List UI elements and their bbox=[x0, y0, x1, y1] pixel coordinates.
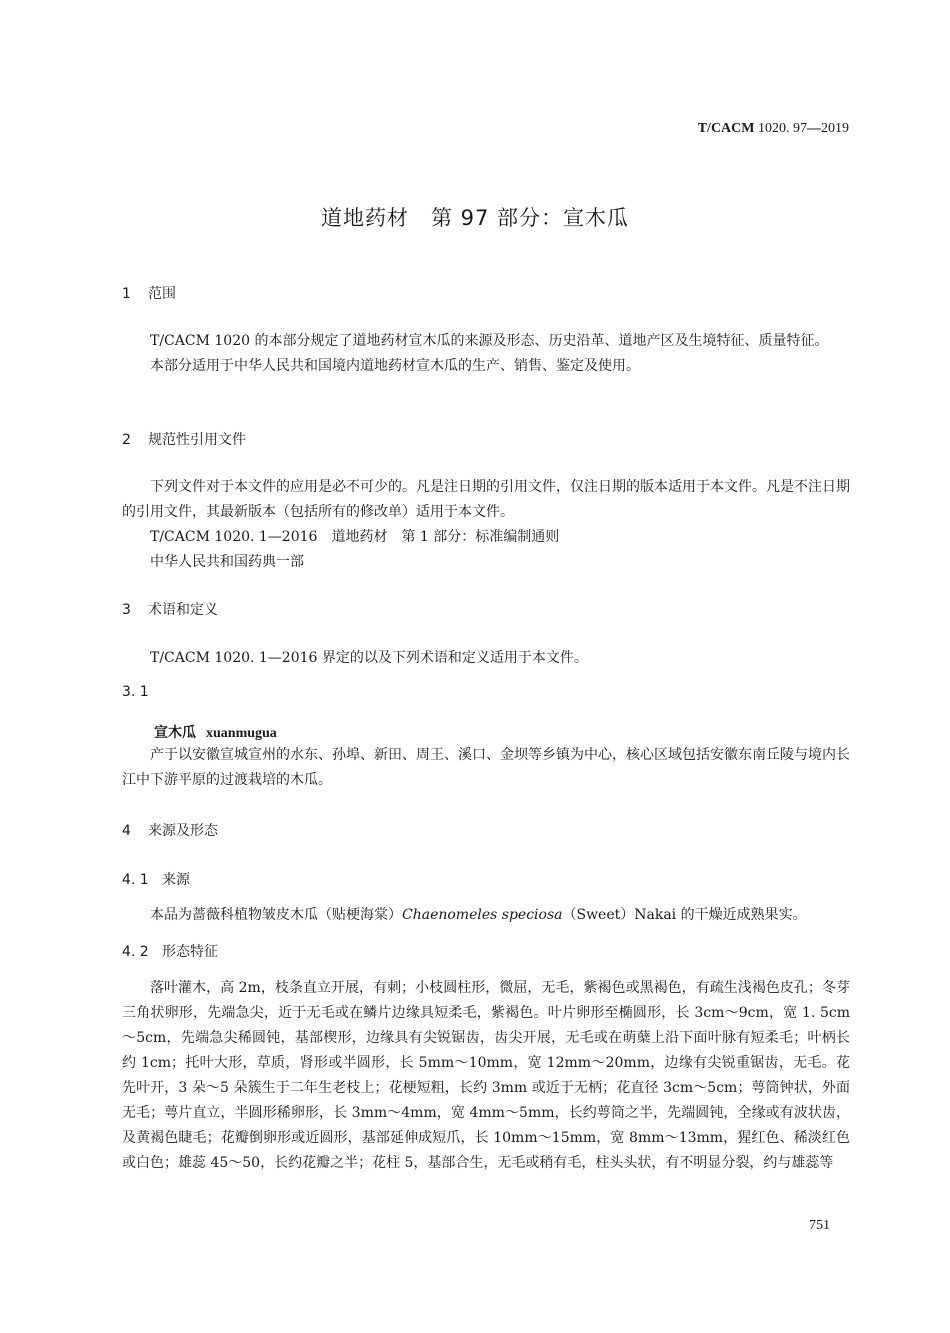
term-definition bbox=[122, 743, 850, 793]
section-2-heading bbox=[122, 429, 246, 449]
paragraph: 下列文件对于本文件的应用是必不可少的。凡是注日期的引用文件，仅注日期的版本适用于本文件。凡是不注日期的引用文件，其最新版本（包括所有的修改单）适用于本文件。 bbox=[122, 479, 850, 520]
code-year: 2019 bbox=[821, 121, 849, 136]
code-number: 1020. 97 bbox=[754, 121, 807, 136]
section-4-heading bbox=[122, 820, 218, 840]
subsection-title: 来源 bbox=[162, 872, 190, 888]
subsection-4-1-heading bbox=[122, 869, 190, 889]
text-run: （Sweet）Nakai 的干燥近成熟果实。 bbox=[562, 907, 807, 923]
section-1-heading bbox=[122, 283, 176, 303]
section-number: 3 bbox=[122, 602, 131, 618]
section-title: 范围 bbox=[148, 286, 176, 302]
paragraph: T/CACM 1020. 1—2016 界定的以及下列术语和定义适用于本文件。 bbox=[150, 650, 588, 666]
section-2-body bbox=[122, 475, 850, 575]
text-run: 本品为蔷薇科植物皱皮木瓜（贴梗海棠） bbox=[150, 907, 402, 923]
term-english: xuanmugua bbox=[206, 726, 277, 741]
subsection-number: 4. 1 bbox=[122, 872, 149, 888]
paragraph: 产于以安徽宣城宣州的水东、孙埠、新田、周王、溪口、金坝等乡镇为中心，核心区域包括安徽东南丘陵与境内长江中下游平原的过渡栽培的木瓜。 bbox=[122, 747, 850, 788]
section-title: 术语和定义 bbox=[148, 602, 218, 618]
reference-item: 中华人民共和国药典一部 bbox=[150, 554, 304, 570]
paragraph: 本部分适用于中华人民共和国境内道地药材宣木瓜的生产、销售、鉴定及使用。 bbox=[150, 358, 640, 374]
section-number: 4 bbox=[122, 823, 131, 839]
paragraph bbox=[122, 903, 850, 928]
section-3-heading bbox=[122, 599, 218, 619]
section-title: 来源及形态 bbox=[148, 823, 218, 839]
code-dash: — bbox=[807, 121, 821, 136]
page-number: 751 bbox=[809, 1218, 830, 1233]
document-code bbox=[698, 121, 849, 137]
term-chinese: 宣木瓜 bbox=[154, 725, 196, 741]
section-title: 规范性引用文件 bbox=[148, 432, 246, 448]
page-title: 道地药材 第 97 部分：宣木瓜 bbox=[320, 206, 630, 230]
subsection-3-1-heading bbox=[122, 684, 149, 700]
source-body bbox=[122, 903, 850, 928]
morphology-body bbox=[122, 976, 850, 1176]
paragraph: T/CACM 1020 的本部分规定了道地药材宣木瓜的来源及形态、历史沿革、道地产区及生境特征、质量特征。 bbox=[150, 333, 829, 349]
section-number: 2 bbox=[122, 432, 131, 448]
section-1-body bbox=[122, 329, 850, 379]
subsection-title: 形态特征 bbox=[162, 944, 218, 960]
reference-item: T/CACM 1020. 1—2016 道地药材 第 1 部分：标准编制通则 bbox=[150, 529, 560, 545]
latin-name: Chaenomeles speciosa bbox=[402, 907, 563, 923]
section-3-body bbox=[122, 646, 850, 671]
subsection-number: 4. 2 bbox=[122, 944, 149, 960]
paragraph: 落叶灌木，高 2m，枝条直立开展，有刺；小枝圆柱形，微屈，无毛，紫褐色或黑褐色，有疏生浅褐色皮孔；冬芽三角状卵形，先端急尖，近于无毛或在鳞片边缘具短柔毛，紫褐色。叶片卵形至椭圆形，长 3cm～9cm，宽 1. 5cm～5cm，先端急尖稀圆钝，基部楔形，边缘具有尖锐锯齿，齿尖开展，无毛或在萌蘖上沿下面叶脉有短柔毛；叶柄长约 1cm；托叶大形，草质，肾形或半圆形，长 5mm～10mm，宽 12mm～20mm，边缘有尖锐重锯齿，无毛。花先叶开，3 朵～5 朵簇生于二年生老枝上；花梗短粗，长约 3mm 或近于无柄；花直径 3cm～5cm；萼筒钟状，外面无毛；萼片直立，半圆形稀卵形，长 3mm～4mm，宽 4mm～5mm，长约萼筒之半，先端圆钝，全缘或有波状齿，及黄褐色睫毛；花瓣倒卵形或近圆形，基部延伸成短爪，长 10mm～15mm，宽 8mm～13mm，猩红色、稀淡红色或白色；雄蕊 45～50，长约花瓣之半；花柱 5，基部合生，无毛或稍有毛，柱头头状，有不明显分裂，约与雄蕊等 bbox=[122, 980, 850, 1171]
term-entry bbox=[154, 722, 277, 742]
subsection-number: 3. 1 bbox=[122, 684, 149, 700]
code-prefix: T/CACM bbox=[697, 121, 755, 136]
section-number: 1 bbox=[122, 286, 131, 302]
subsection-4-2-heading bbox=[122, 941, 218, 961]
